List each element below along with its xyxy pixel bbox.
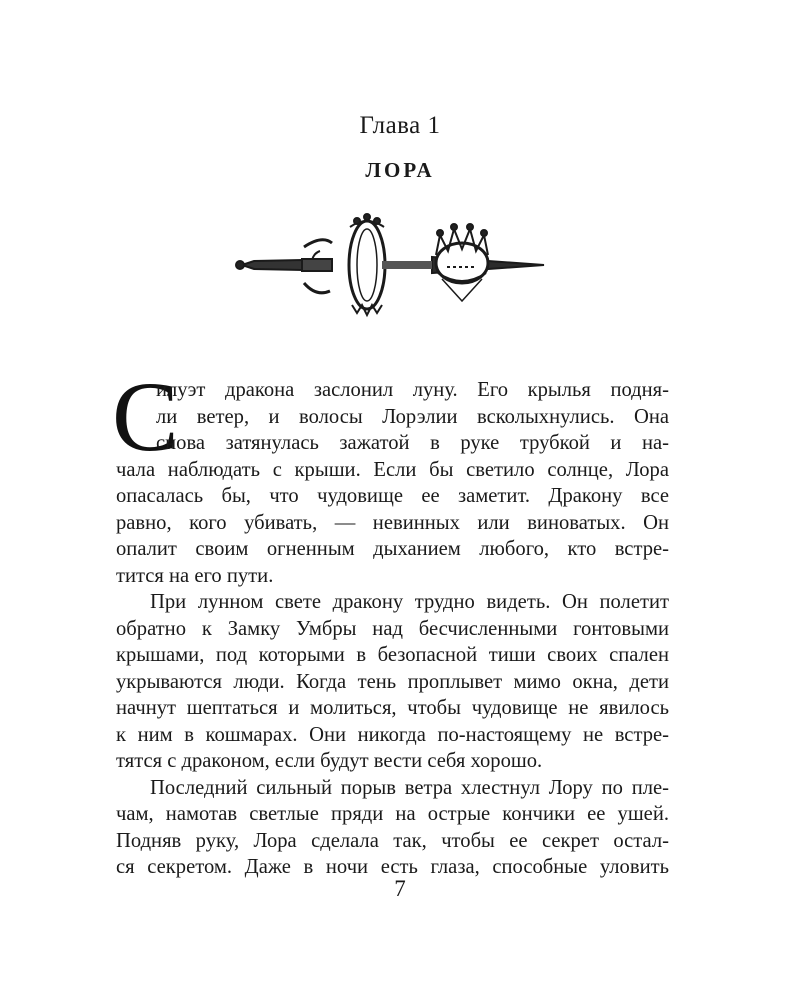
text-line: начнут шептаться и молиться, чтобы чудовище не явилось [116, 697, 669, 719]
text-line: илуэт дракона заслонил луну. Его крылья подня- [156, 379, 669, 401]
text-line: чам, намотав светлые пряди на острые кончики ее ушей. [116, 803, 669, 825]
text-line: ся секретом. Даже в ночи есть глаза, способные уловить [116, 856, 669, 878]
text-line: обратно к Замку Умбры над бесчисленными гонтовыми [116, 617, 669, 640]
chapter-title: ЛОРА [365, 158, 435, 182]
text-line: к ним в кошмарах. Они никогда по-настоящему не встре- [116, 723, 669, 746]
text-line: чала наблюдать с крыши. Если бы светило солнце, Лора [116, 458, 669, 481]
text-line: снова затянулась зажатой в руке трубкой и на- [156, 432, 669, 454]
body-text [116, 377, 669, 881]
text-line: опасалась бы, что чудовище ее заметит. Дракону все [116, 485, 669, 507]
text-line: Подняв руку, Лора сделала так, чтобы ее секрет остал- [116, 829, 669, 852]
text-line: При лунном свете дракону трудно видеть. Он полетит [150, 591, 669, 613]
text-line: крышами, под которыми в безопасной тиши своих спален [116, 644, 669, 666]
chapter-number: Глава 1 [359, 112, 441, 139]
text-line: тится на его пути. [116, 564, 274, 587]
text-line: Последний сильный порыв ветра хлестнул Лору по пле- [150, 776, 669, 799]
text-line: равно, кого убивать, — невинных или виноватых. Он [116, 511, 669, 534]
text-line: опалит своим огненным дыханием любого, кто встре- [116, 538, 669, 560]
drop-cap: С [112, 361, 179, 472]
text-line: тятся с драконом, если будут вести себя хорошо. [116, 750, 543, 772]
page-number: 7 [394, 876, 406, 901]
text-line: укрываются люди. Когда тень проплывет мимо окна, дети [116, 670, 669, 693]
text-line: ли ветер, и волосы Лорэлии всколыхнулись. Она [156, 405, 669, 428]
dagger-with-crowns-icon [232, 205, 552, 325]
